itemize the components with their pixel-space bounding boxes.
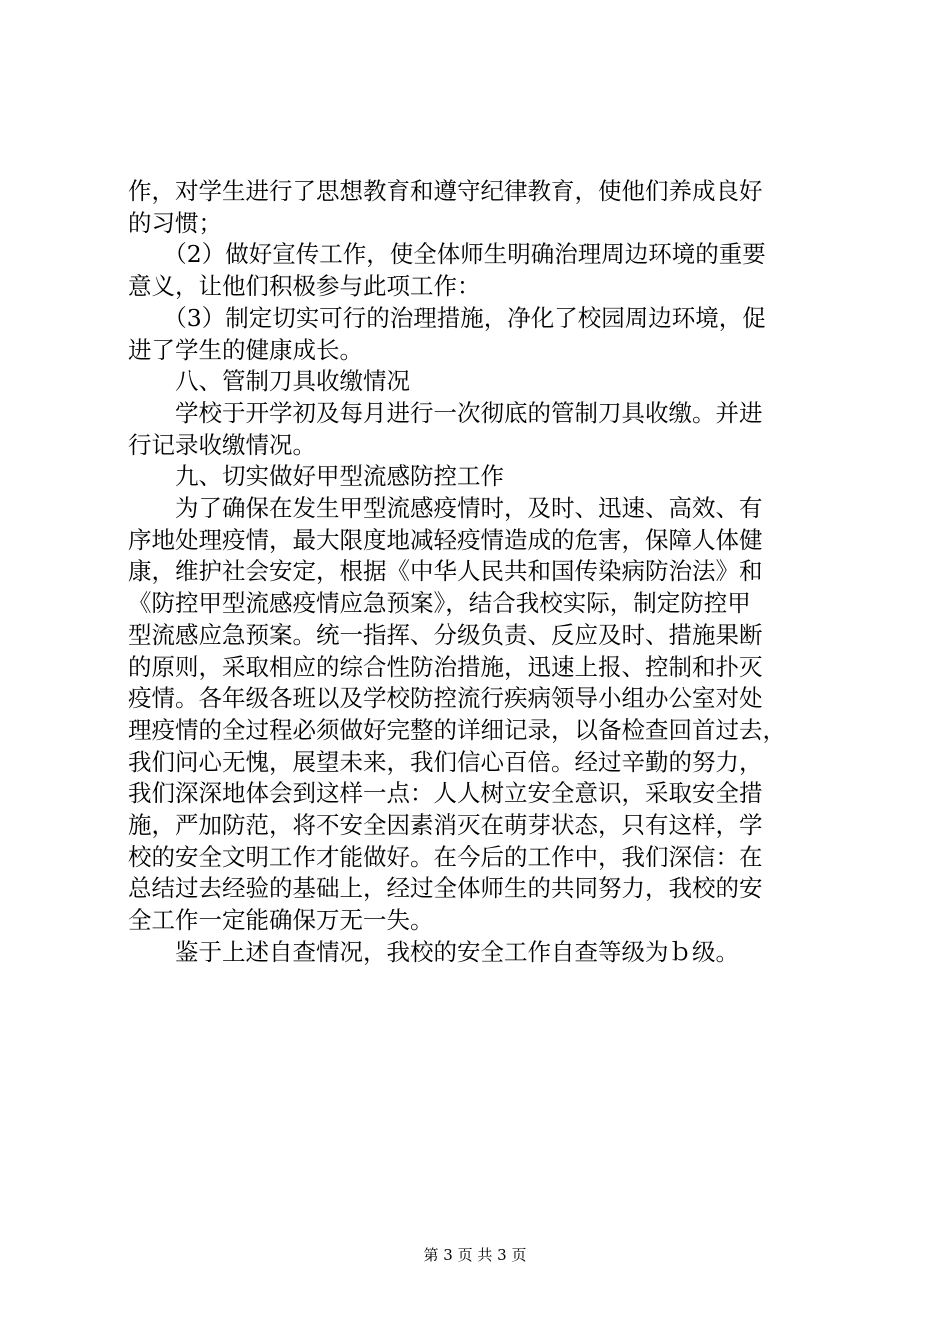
text-line: 我们深深地体会到这样一点：人人树立安全意识，采取安全措 <box>128 779 763 808</box>
text-line: 疫情。各年级各班以及学校防控流行疾病领导小组办公室对处 <box>128 684 763 713</box>
text-line: 意义，让他们积极参与此项工作： <box>128 272 481 301</box>
text-line: 行记录收缴情况。 <box>128 430 316 459</box>
text-line: 九、切实做好甲型流感防控工作 <box>128 462 504 491</box>
text-line: 《防控甲型流感疫情应急预案》，结合我校实际，制定防控甲 <box>128 589 751 618</box>
text-line: 的原则，采取相应的综合性防治措施，迅速上报、控制和扑灭 <box>128 652 763 681</box>
text-line: 校的安全文明工作才能做好。在今后的工作中，我们深信：在 <box>128 842 763 871</box>
text-line: 总结过去经验的基础上，经过全体师生的共同努力，我校的安 <box>128 874 763 903</box>
text-line: 的习惯； <box>128 208 222 237</box>
text-line: 施，严加防范，将不安全因素消灭在萌芽状态，只有这样，学 <box>128 811 763 839</box>
text-line: 序地处理疫情，最大限度地减轻疫情造成的危害，保障人体健 <box>128 525 763 554</box>
text-line: 全工作一定能确保万无一失。 <box>128 906 434 935</box>
text-line: 我们问心无愧，展望未来，我们信心百倍。经过辛勤的努力， <box>128 747 763 776</box>
text-line: 作，对学生进行了思想教育和遵守纪律教育，使他们养成良好 <box>128 177 763 205</box>
text-line: （3）制定切实可行的治理措施，净化了校园周边环境，促 <box>128 303 766 332</box>
text-line: 理疫情的全过程必须做好完整的详细记录，以备检查回首过去， <box>128 715 786 744</box>
text-line: 进了学生的健康成长。 <box>128 335 363 364</box>
text-line: 型流感应急预案。统一指挥、分级负责、反应及时、措施果断 <box>128 620 763 649</box>
text-line: （2）做好宣传工作，使全体师生明确治理周边环境的重要 <box>128 240 766 269</box>
page-footer: 第 3 页 共 3 页 <box>423 1246 527 1264</box>
text-line: 康，维护社会安定，根据《中华人民共和国传染病防治法》和 <box>128 557 763 586</box>
text-line: 为了确保在发生甲型流感疫情时，及时、迅速、高效、有 <box>128 494 763 522</box>
text-line: 鉴于上述自查情况，我校的安全工作自查等级为ｂ级。 <box>128 937 739 966</box>
text-line: 学校于开学初及每月进行一次彻底的管制刀具收缴。并进 <box>128 398 763 427</box>
text-line: 八、管制刀具收缴情况 <box>128 367 410 396</box>
